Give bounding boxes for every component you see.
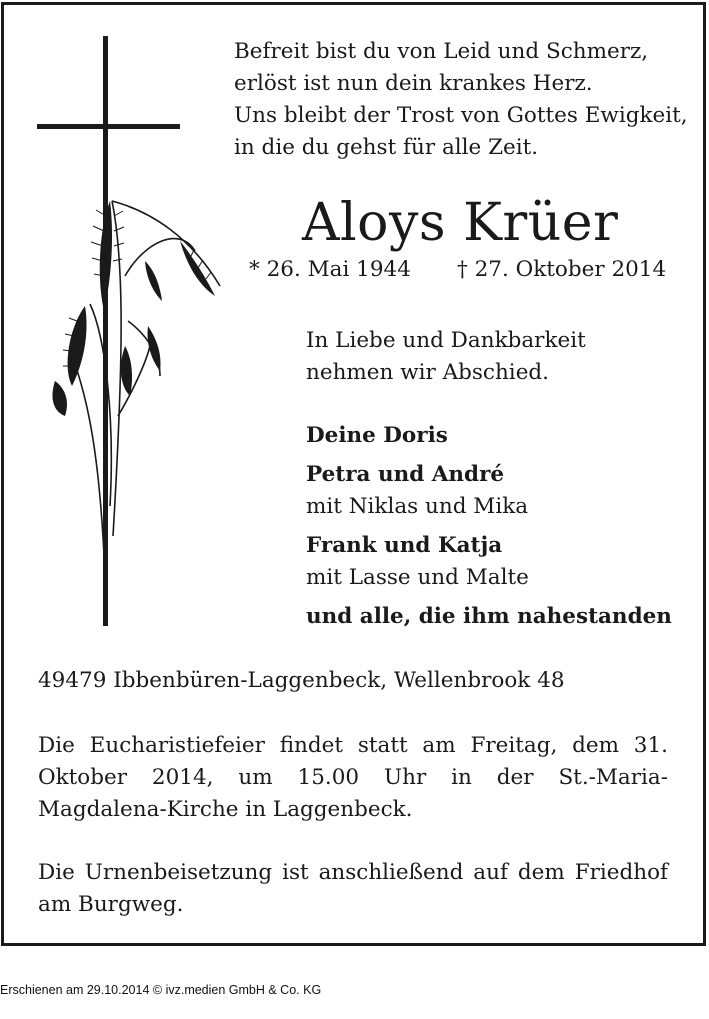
verse-line: in die du gehst für alle Zeit. xyxy=(234,135,539,160)
family-group1-children: mit Niklas und Mika xyxy=(306,494,529,519)
verse-line: Befreit bist du von Leid und Schmerz, xyxy=(234,39,649,64)
verse xyxy=(234,36,688,164)
verse-line: Uns bleibt der Trost von Gottes Ewigkeit, xyxy=(234,103,688,128)
birth-date: * 26. Mai 1944 xyxy=(249,257,411,282)
farewell-line: nehmen wir Abschied. xyxy=(306,360,550,385)
publication-footer: Erschienen am 29.10.2014 © ivz.medien GmbH & Co. KG xyxy=(0,983,322,997)
farewell-text xyxy=(306,325,586,389)
death-date: † 27. Oktober 2014 xyxy=(457,257,667,282)
address: 49479 Ibbenbüren-Laggenbeck, Wellenbrook 48 xyxy=(38,668,565,693)
mass-notice: Die Eucharistiefeier findet statt am Freitag, dem 31. Oktober 2014, um 15.00 Uhr in der St.-Maria-Magdalena-Kirche in Laggenbeck. xyxy=(38,733,668,822)
burial-notice: Die Urnenbeisetzung ist anschließend auf dem Friedhof am Burgweg. xyxy=(38,860,668,917)
family-group1-names: Petra und André xyxy=(306,462,505,487)
cross-with-grain-ears-icon xyxy=(30,36,230,631)
deceased-name: Aloys Krüer xyxy=(302,193,619,253)
family-others: und alle, die ihm nahestanden xyxy=(306,604,672,629)
family-group2-children: mit Lasse und Malte xyxy=(306,565,529,590)
farewell-line: In Liebe und Dankbarkeit xyxy=(306,328,586,353)
family-wife: Deine Doris xyxy=(306,423,448,448)
verse-line: erlöst ist nun dein krankes Herz. xyxy=(234,71,593,96)
family-group2-names: Frank und Katja xyxy=(306,533,503,558)
